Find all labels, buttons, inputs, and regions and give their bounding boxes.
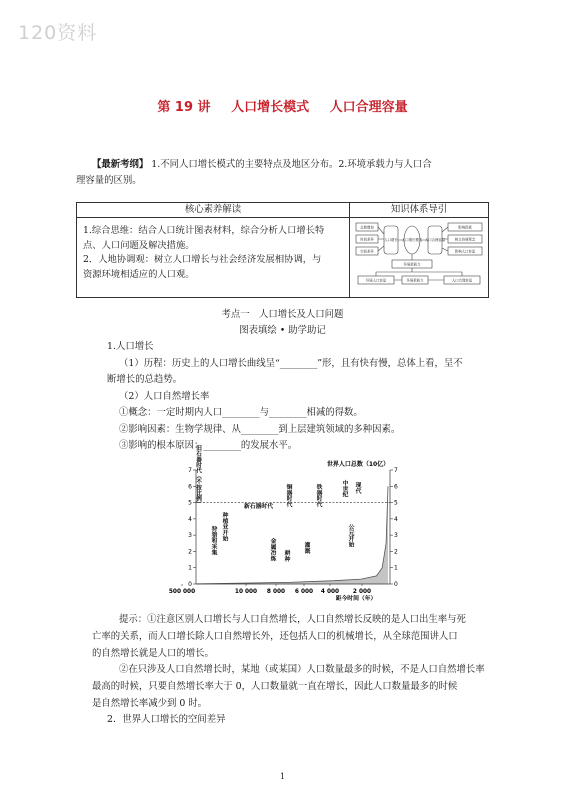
hint-line: 提示：①注意区别人口增长与人口自然增长，人口自然增长反映的是人口出生率与死 bbox=[119, 614, 466, 625]
x-tick-label: 8 000 bbox=[266, 589, 286, 595]
hint-line: 亡率的关系，而人口增长除人口自然增长外，还包括人口的机械增长，从全球范围讲人口 bbox=[92, 631, 458, 642]
diagram-label: 环境承载力 bbox=[403, 262, 421, 267]
y-tick-label: 0 bbox=[188, 581, 192, 588]
core-literacy-table bbox=[76, 202, 489, 298]
event-label-common-era: 公元开始 bbox=[347, 524, 353, 548]
period-label-medieval: 中世纪 bbox=[341, 480, 347, 498]
chart-x-label: 距今时间（年） bbox=[335, 596, 377, 602]
y-tick-label: 7 bbox=[188, 467, 192, 474]
x-tick-label: 10 000 bbox=[234, 589, 258, 595]
hint-line: 的自然增长就是人口的增长。 bbox=[92, 648, 214, 659]
population-chart-svg bbox=[168, 445, 412, 604]
hint-line: 最高的时候，只要自然增长率大于 0，人口数量就一直在增长，因此人口数量最多的时候 bbox=[92, 681, 458, 692]
period-label-modern: 现代 bbox=[354, 482, 360, 494]
diagram-label: 树立协调观念 bbox=[454, 237, 476, 242]
core-line: 点、人口问题及解决措施。 bbox=[83, 239, 195, 251]
exam-outline-text1: 1.不同人口增长模式的主要特点及地区分布。2.环境承载力与人口合 bbox=[151, 159, 432, 170]
knowledge-system-header: 知识体系导引 bbox=[350, 203, 489, 218]
title-topic-1: 人口增长模式 bbox=[231, 100, 310, 115]
x-tick-label: 2 000 bbox=[352, 589, 372, 595]
core-literacy-content bbox=[77, 218, 350, 298]
section-subheading: 图表填绘 • 助学助记 bbox=[239, 325, 326, 336]
event-label-irrigation: 灌溉 bbox=[303, 542, 309, 554]
diagram-label: 环境承载力 bbox=[406, 278, 424, 283]
body-line: ②影响因素：生物学规律、从________到上层建筑领域的多种因素。 bbox=[119, 424, 401, 435]
x-tick-label: 500 000 bbox=[168, 589, 196, 595]
y-tick-label: 1 bbox=[394, 564, 398, 572]
event-label-plowing: 耕种 bbox=[283, 550, 289, 562]
event-label-metal: 金属冶炼 bbox=[269, 538, 275, 562]
page-title bbox=[0, 96, 565, 115]
core-literacy-header: 核心素养解读 bbox=[77, 203, 350, 218]
y-tick-label: 4 bbox=[394, 515, 398, 523]
diagram-label: 人口合理容量 bbox=[451, 278, 473, 283]
exam-outline-tag: 【最新考纲】 bbox=[92, 159, 149, 170]
y-tick-label: 5 bbox=[394, 499, 398, 507]
hint-line: ②在只涉及人口自然增长时，某地（或某国）人口数量最多的时候，不是人口自然增长率 bbox=[119, 664, 485, 675]
y-tick-label: 0 bbox=[394, 581, 398, 588]
body-line: ①概念：一定时期内人口________与________相减的得数。 bbox=[119, 407, 363, 418]
chart-title: 世界人口总数（10亿） bbox=[326, 461, 390, 468]
y-tick-label: 3 bbox=[394, 532, 398, 540]
diagram-label: 总数增加 bbox=[360, 225, 374, 230]
y-tick-label: 3 bbox=[188, 532, 192, 540]
diagram-label: 人口增长 bbox=[384, 238, 398, 242]
population-chart bbox=[168, 445, 412, 604]
period-label-iron: 铁器时代 bbox=[315, 484, 321, 508]
diagram-label: 影响人口容量 bbox=[454, 249, 476, 254]
y-tick-label: 4 bbox=[188, 515, 192, 523]
x-tick-label: 6 000 bbox=[294, 589, 314, 595]
period-label-copper: 铜器时代 bbox=[285, 484, 291, 508]
core-line: 资源环境相适应的人口观。 bbox=[83, 268, 195, 280]
y-tick-label: 2 bbox=[188, 548, 192, 556]
diagram-label: 影响因素 bbox=[458, 225, 472, 230]
diagram-label: 人口合理容量 bbox=[424, 238, 446, 242]
title-lecture: 第 19 讲 bbox=[157, 100, 211, 115]
core-line: 2．人地协调观：树立人口增长与社会经济发展相协调，与 bbox=[83, 254, 322, 265]
diagram-label: 环境人口容量 bbox=[365, 278, 387, 283]
period-label-paleolithic: 旧石器时代（不按比例） bbox=[195, 445, 201, 507]
page-number: 1 bbox=[279, 772, 286, 781]
exam-outline-line1 bbox=[92, 157, 432, 173]
exam-outline-line2: 理容量的区别。 bbox=[76, 175, 142, 186]
title-topic-2: 人口合理容量 bbox=[329, 100, 408, 115]
body-line: （1）历程：历史上的人口增长曲线呈“________”形，且有快有慢，总体上看，呈不 bbox=[119, 358, 463, 369]
diagram-label: 时间差异 bbox=[360, 237, 374, 242]
body-heading-1: 1.人口增长 bbox=[107, 341, 154, 352]
body-heading-2: 2．世界人口增长的空间差异 bbox=[107, 714, 226, 725]
y-tick-label: 5 bbox=[188, 499, 192, 507]
core-line: 1.综合思维：结合人口统计图表材料，综合分析人口增长特 bbox=[83, 225, 325, 236]
knowledge-map-diagram bbox=[352, 220, 486, 292]
y-tick-label: 2 bbox=[394, 548, 398, 556]
x-tick-label: 4 000 bbox=[320, 589, 340, 595]
event-label-hunting: 狩猎和采集 bbox=[210, 526, 216, 555]
hint-line: 是自然增长率减少到 0 时。 bbox=[92, 698, 208, 709]
period-label-neolithic: 新石器时代 bbox=[244, 504, 273, 510]
y-tick-label: 1 bbox=[188, 564, 192, 572]
body-line: 断增长的总趋势。 bbox=[107, 374, 183, 385]
body-line: （2）人口自然增长率 bbox=[119, 391, 210, 402]
diagram-label: 人口增长模式 bbox=[401, 238, 423, 242]
knowledge-system-diagram bbox=[350, 218, 489, 298]
y-tick-label: 6 bbox=[394, 483, 398, 491]
diagram-label: 空间差异 bbox=[360, 249, 374, 254]
body-line: ③影响的根本原因：________的发展水平。 bbox=[119, 440, 298, 451]
y-tick-label: 6 bbox=[188, 483, 192, 491]
event-label-farming: 种植业开始 bbox=[221, 512, 227, 541]
section-heading: 考点一 人口增长及人口问题 bbox=[221, 309, 344, 320]
y-tick-label: 7 bbox=[394, 467, 398, 474]
watermark: 120资料 bbox=[18, 22, 98, 44]
